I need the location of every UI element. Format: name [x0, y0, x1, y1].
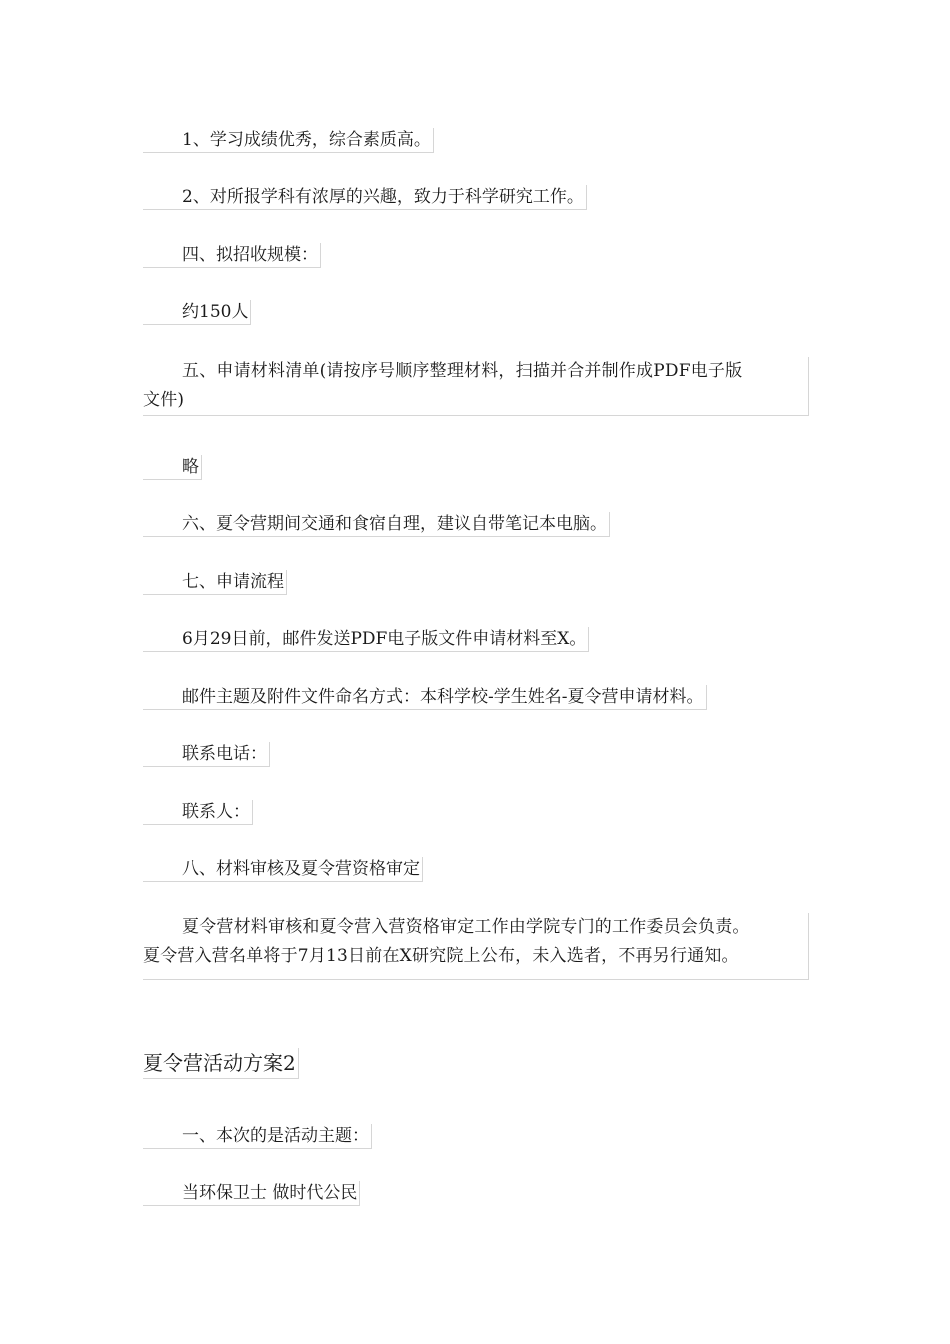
section-heading-materials — [143, 357, 809, 416]
materials-line-1: 五、申请材料清单(请按序号顺序整理材料，扫描并合并制作成PDF电子版 — [182, 361, 743, 381]
paragraph-contact-phone: 联系电话： — [143, 742, 270, 767]
section-heading-review: 八、材料审核及夏令营资格审定 — [143, 857, 423, 882]
paragraph-requirement-1: 1、学习成绩优秀，综合素质高。 — [143, 128, 434, 153]
section-heading-scale: 四、拟招收规模： — [143, 243, 321, 268]
section-heading-transport: 六、夏令营期间交通和食宿自理，建议自带笔记本电脑。 — [143, 512, 610, 537]
paragraph-review-details — [143, 913, 809, 980]
review-line-1: 夏令营材料审核和夏令营入营资格审定工作由学院专门的工作委员会负责。 — [182, 917, 750, 937]
review-line-2: 夏令营入营名单将于7月13日前在X研究院上公布，未入选者，不再另行通知。 — [143, 946, 739, 966]
paragraph-theme-text: 当环保卫士 做时代公民 — [143, 1181, 360, 1206]
paragraph-email-naming: 邮件主题及附件文件命名方式：本科学校-学生姓名-夏令营申请材料。 — [143, 685, 707, 710]
section-heading-theme: 一、本次的是活动主题： — [143, 1124, 372, 1149]
paragraph-deadline: 6月29日前，邮件发送PDF电子版文件申请材料至X。 — [143, 627, 589, 652]
paragraph-contact-person: 联系人： — [143, 800, 253, 825]
section-heading-process: 七、申请流程 — [143, 570, 287, 595]
paragraph-omitted: 略 — [143, 455, 202, 480]
materials-line-2: 文件) — [143, 390, 185, 410]
paragraph-requirement-2: 2、对所报学科有浓厚的兴趣，致力于科学研究工作。 — [143, 185, 587, 210]
section-title-plan-2: 夏令营活动方案2 — [143, 1048, 299, 1079]
paragraph-scale-count: 约150人 — [143, 300, 251, 325]
